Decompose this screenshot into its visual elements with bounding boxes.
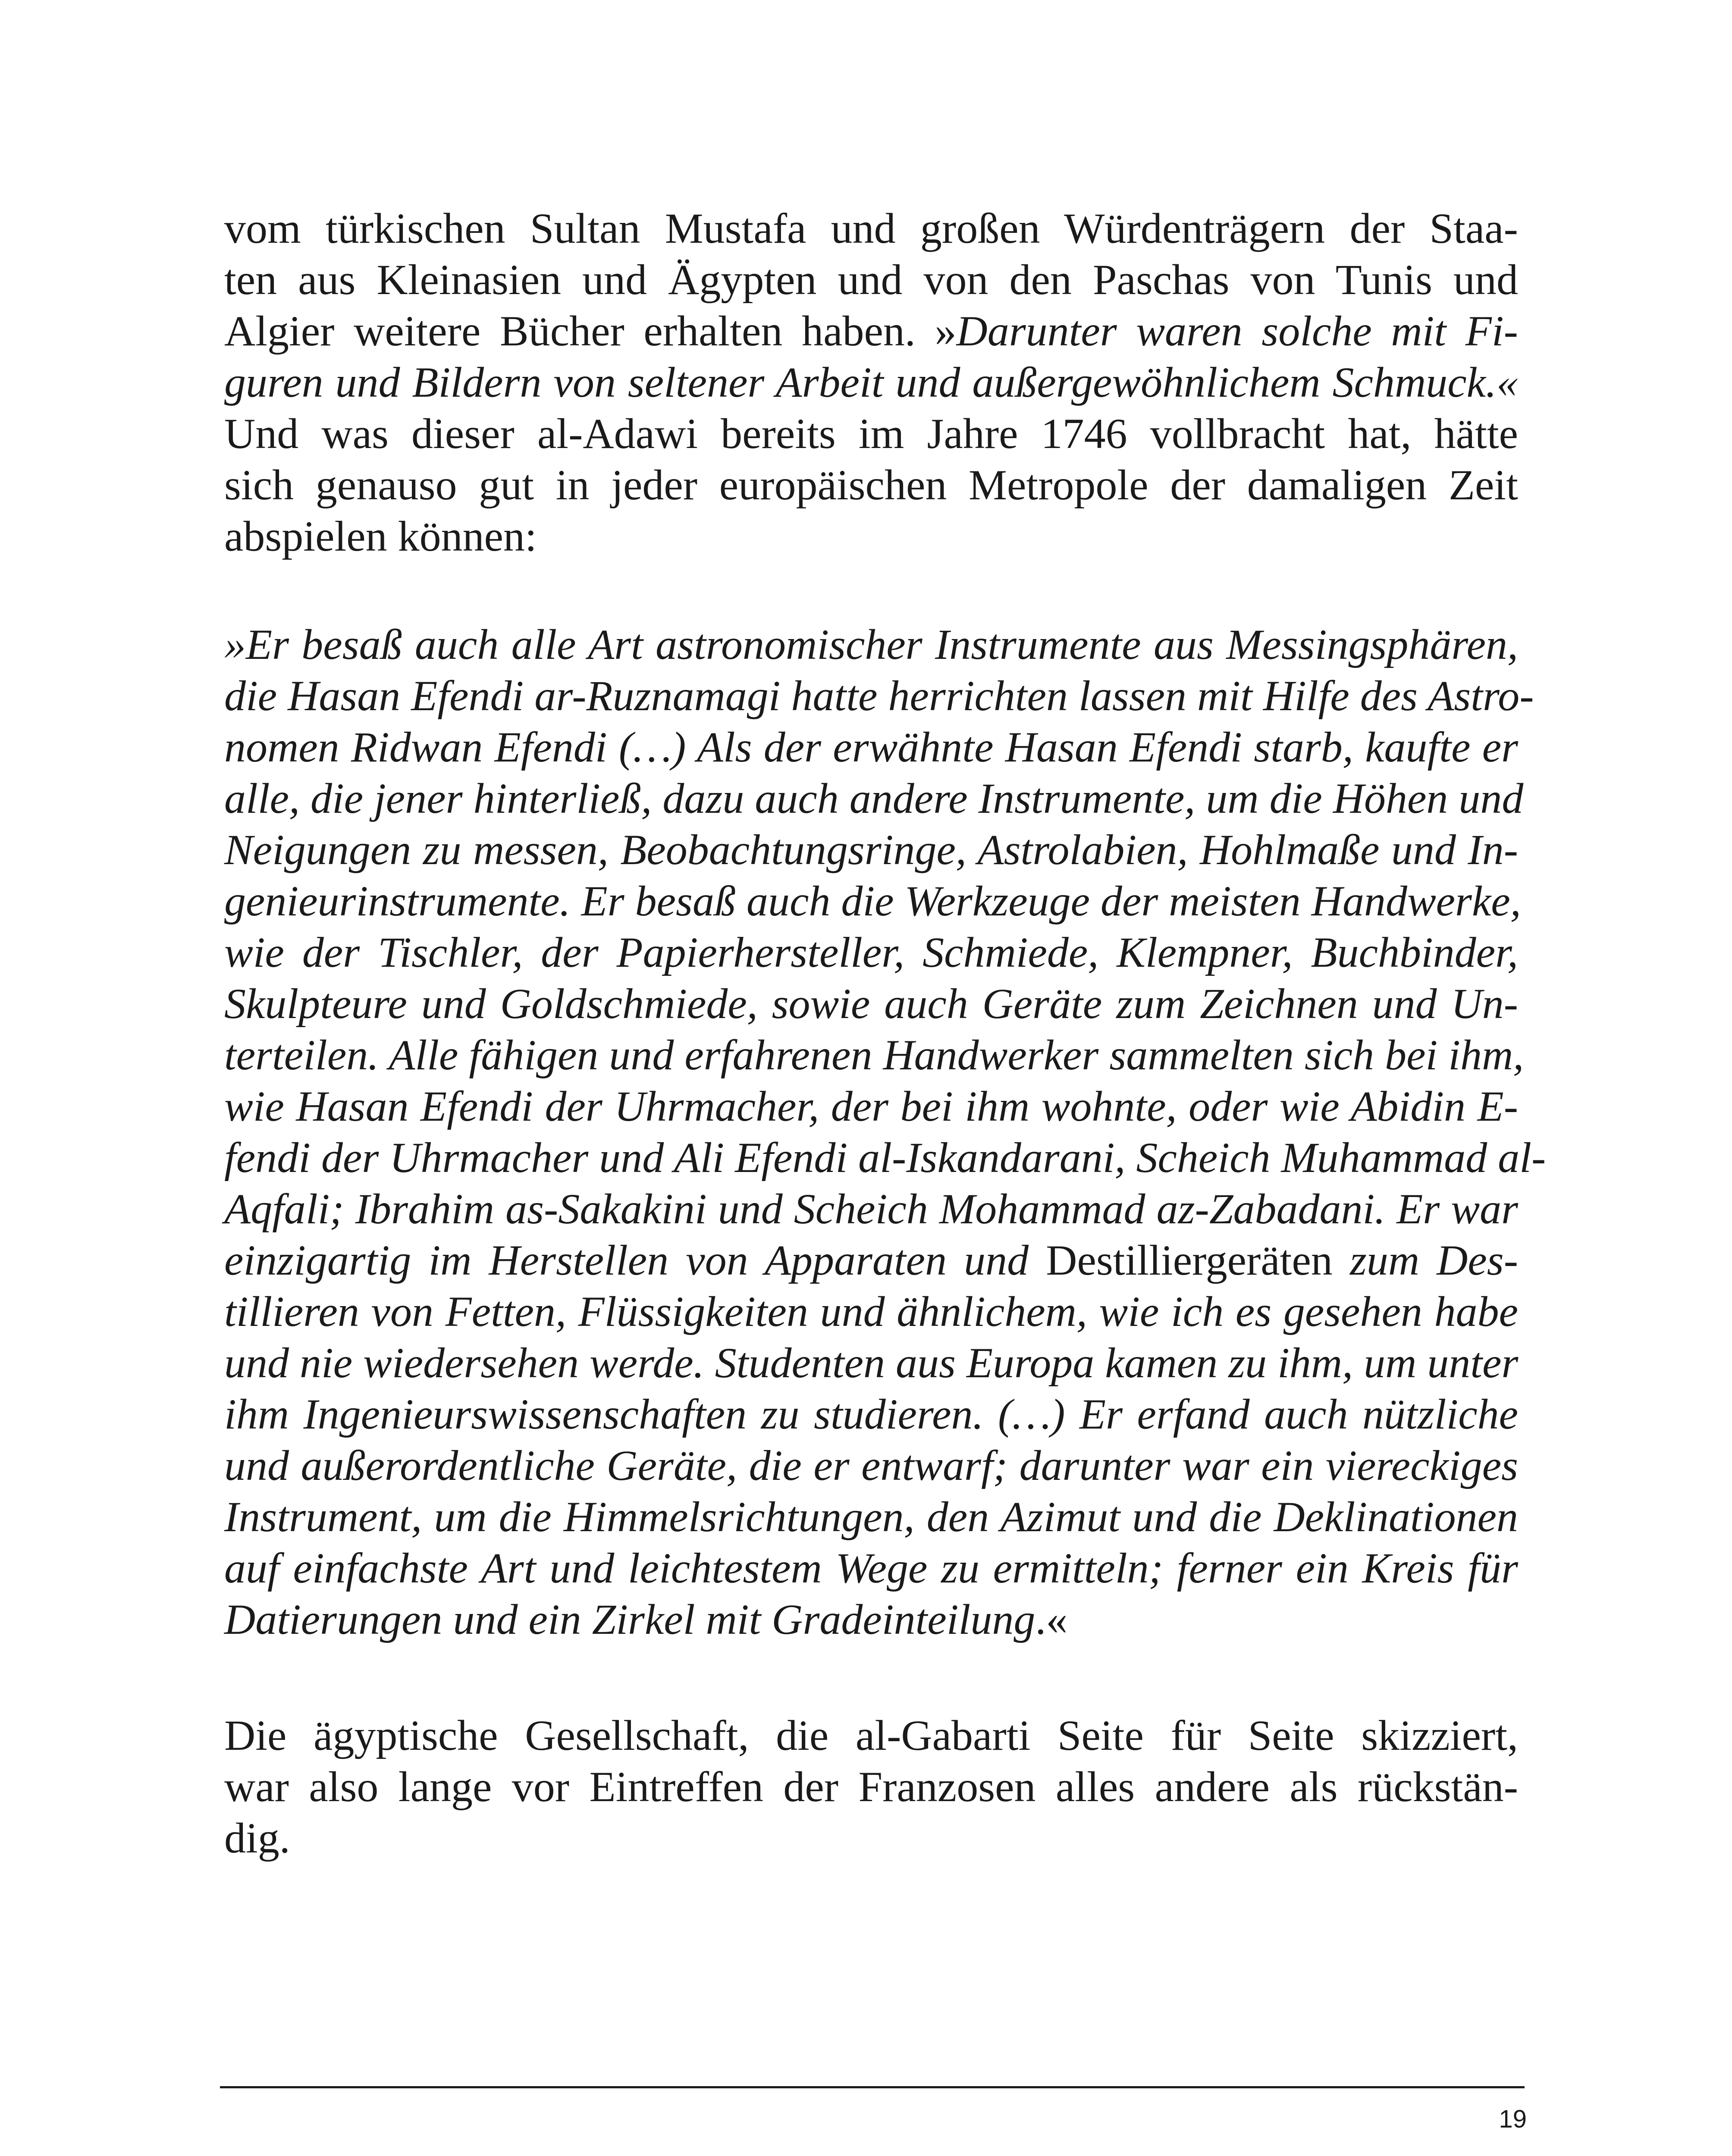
quote-line: terteilen. Alle fähigen und erfahrenen Handwerker sammelten sich bei ihm, [224, 1031, 1524, 1079]
quote-line: wie der Tischler, der Papierhersteller, Schmiede, Klempner, Buchbinder, [224, 928, 1518, 976]
quote-line [224, 1235, 1518, 1286]
quote-line: nomen Ridwan Efendi (…) Als der erwähnte Hasan Efendi starb, kaufte er [224, 723, 1518, 771]
paragraph-2 [224, 1710, 1518, 1864]
text-line: dig. [224, 1814, 290, 1862]
quote-line: fendi der Uhrmacher und Ali Efendi al-Iskandarani, Scheich Muhammad al- [224, 1134, 1546, 1181]
quote-line: Aqfali; Ibrahim as-Sakakini und Scheich Mohammad az-Zabadani. Er war [224, 1185, 1518, 1233]
quote-line: Instrument, um die Himmelsrichtungen, den Azimut und die Deklinationen [224, 1493, 1518, 1541]
upright-word: Destilliergeräten [1046, 1236, 1333, 1284]
page-number: 19 [1499, 2105, 1527, 2133]
paragraph-1 [224, 203, 1518, 562]
footer-rule [220, 2086, 1525, 2088]
text-line: vom türkischen Sultan Mustafa und großen Würdenträgern der Staa- [224, 204, 1518, 252]
quote-line: genieurinstrumente. Er besaß auch die Werkzeuge der meisten Handwerke, [224, 877, 1521, 925]
text-line: Die ägyptische Gesellschaft, die al-Gabarti Seite für Seite skizziert, [224, 1711, 1518, 1759]
text-segment: Algier weitere Bücher erhalten haben. » [224, 307, 957, 355]
text-line: war also lange vor Eintreffen der Franzosen alles andere als rückstän- [224, 1763, 1518, 1811]
block-quote [224, 619, 1546, 1645]
quote-line [224, 1594, 1518, 1645]
italic-quote-segment: Darunter waren solche mit Fi- [956, 307, 1518, 355]
quote-line: und nie wiedersehen werde. Studenten aus Europa kamen zu ihm, um unter [224, 1339, 1519, 1387]
quote-segment: zum Des- [1332, 1236, 1519, 1284]
quote-line: Neigungen zu messen, Beobachtungsringe, Astrolabien, Hohlmaße und In- [224, 826, 1518, 874]
closing-quote-mark: .« [1035, 1595, 1068, 1643]
italic-quote-line: guren und Bildern von seltener Arbeit und außergewöhnlichem Schmuck.« [224, 358, 1518, 406]
text-line: Und was dieser al-Adawi bereits im Jahre 1746 vollbracht hat, hätte [224, 410, 1518, 458]
quote-line: »Er besaß auch alle Art astronomischer Instrumente aus Messingsphären, [224, 620, 1518, 668]
quote-segment: einzigartig im Herstellen von Apparaten und [224, 1236, 1046, 1284]
quote-line: auf einfachste Art und leichtestem Wege zu ermitteln; ferner ein Kreis für [224, 1544, 1518, 1592]
quote-line: die Hasan Efendi ar-Ruznamagi hatte herrichten lassen mit Hilfe des Astro- [224, 672, 1534, 720]
text-line: abspielen können: [224, 512, 537, 560]
quote-line: Skulpteure und Goldschmiede, sowie auch Geräte zum Zeichnen und Un- [224, 980, 1518, 1028]
quote-segment: Datierungen und ein Zirkel mit Gradeinteilung [224, 1595, 1035, 1643]
quote-line: ihm Ingenieurswissenschaften zu studieren. (…) Er erfand auch nützliche [224, 1390, 1518, 1438]
text-line: ten aus Kleinasien und Ägypten und von den Paschas von Tunis und [224, 256, 1518, 304]
text-line: sich genauso gut in jeder europäischen Metropole der damaligen Zeit [224, 461, 1518, 509]
quote-line: wie Hasan Efendi der Uhrmacher, der bei ihm wohnte, oder wie Abidin E- [224, 1082, 1518, 1130]
quote-line: alle, die jener hinterließ, dazu auch andere Instrumente, um die Höhen und [224, 774, 1524, 822]
quote-line: und außerordentliche Geräte, die er entwarf; darunter war ein viereckiges [224, 1442, 1518, 1489]
text-line [224, 305, 1518, 357]
quote-line: tillieren von Fetten, Flüssigkeiten und ähnlichem, wie ich es gesehen habe [224, 1288, 1518, 1335]
